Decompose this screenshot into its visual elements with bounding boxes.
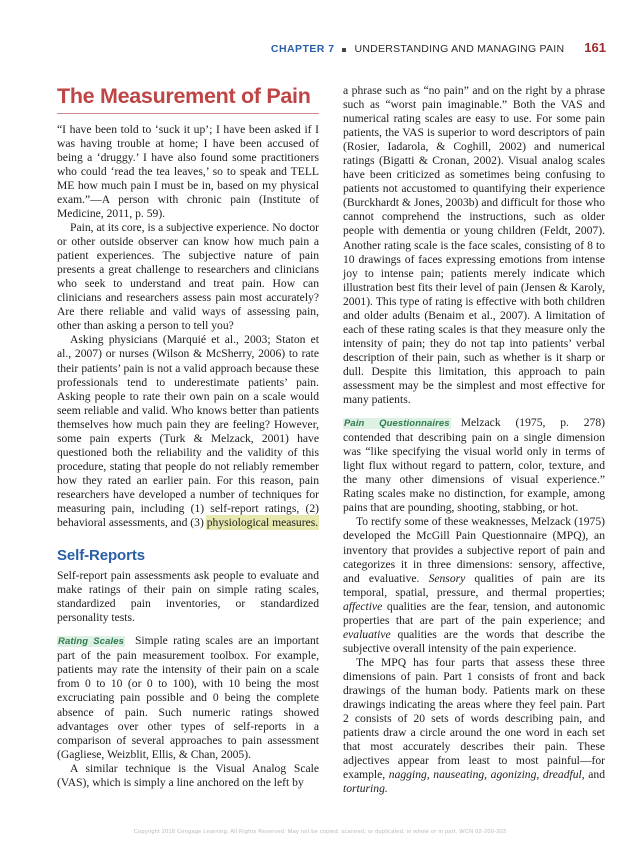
paragraph-rating-scales <box>57 634 319 761</box>
emphasis-sensory: Sensory <box>428 571 466 585</box>
paragraph-text: Melzack (1975, p. 278) contended that describing pain on a single dimension was “like specifying the visual world only in terms of light flux without regard to pattern, color, texture, and the many other dimensions of visual experience.” Rating scales make no distinction, for example, among pains that are pounding, shooting, stabbing, or hot. <box>343 416 606 515</box>
right-column <box>343 84 605 796</box>
square-bullet-icon <box>342 48 346 52</box>
highlighted-term: physiological measures. <box>206 516 319 530</box>
chapter-label: CHAPTER 7 <box>270 43 335 55</box>
paragraph-text: To rectify some of these weaknesses, Melzack (1975) developed the McGill Pain Questionnaire (MPQ), an inventory that provides a subjective report of pain and categorizes it in three dimensions: sensory, affective, and evaluative. <box>343 515 605 585</box>
emphasis-affective: affective <box>343 599 383 613</box>
paragraph-mpq-parts <box>343 656 605 796</box>
paragraph-text: Simple rating scales are an important part of the pain measurement toolbox. For example, patients may rate the intensity of their pain on a scale from 0 to 10 (or 0 to 100), with 10 being the most excruciating pain possible and 0 being the complete absence of pain. Such numeric ratings showed advantages over other types of self-reports in a comparison of several approaches to pain assessment (Gagliese, Weizblit, Ellis, & Chan, 2005). <box>57 634 319 761</box>
paragraph-subjective-experience: Pain, at its core, is a subjective experience. No doctor or other outside observer can know how much pain a patient experiences. The subjective nature of pain presents a great challenge to researchers and clinicians who seek to understand and treat pain. How can clinicians and researchers assess pain most accurately? Are there reliable and valid ways of assessing pain, other than asking a person to tell you? <box>57 221 319 333</box>
paragraph-text: Asking physicians (Marquié et al., 2003; Staton et al., 2007) or nurses (Wilson & McSherry, 2006) to rate their patients’ pain is not a valid approach because these professionals tend to underestimate patients’ pain. Asking people to rate their own pain on a scale would seem reliable and valid. Who knows better than patients themselves how much pain they are feeling? However, some pain experts (Turk & Melzack, 2001) have questioned both the reliability and the validity of this procedure, stating that people do not reliably remember how they rated an earlier pain. For this reason, pain researchers have developed a number of techniques for measuring pain, including (1) self-report ratings, (2) behavioral assessments, and (3) <box>57 333 319 530</box>
paragraph-text: The MPQ has four parts that assess these three dimensions of pain. Part 1 consists of front and back drawings of the human body. Patients mark on these drawings indicating the areas where they feel pain. Part 2 consists of 20 sets of words describing pain, and patients draw a circle around the one word in each set that most accurately describes their pain. These adjectives appear from least to most painful—for example, <box>343 655 605 782</box>
heading-self-reports: Self-Reports <box>57 547 145 565</box>
emphasis-evaluative: evaluative <box>343 627 391 641</box>
paragraph-pain-questionnaires <box>343 416 605 515</box>
runin-heading-pain-questionnaires: Pain Questionnaires <box>344 418 450 430</box>
paragraph-vas-continued: a phrase such as “no pain” and on the right by a phrase such as “worst pain imaginable.” Both the VAS and numerical rating scales are easy to use. For some pain patients, the VAS is superior to word descriptors of pain (Rosier, Iadarola, & Coghill, 2002) and numerical ratings (Bigatti & Cronan, 2002). Visual analog scales have been criticized as sometimes being confusing to patients not accustomed to quantifying their experience (Burckhardt & Jones, 2003b) and difficult for those who cannot comprehend the instructions, such as older people with dementia or young children (Feldt, 2007). Another rating scale is the face scales, consisting of 8 to 10 drawings of faces expressing emotions from intense joy to intense pain; patients merely indicate which illustration best fits their level of pain (Jensen & Karoly, 2001). This type of rating is effective with both children and older adults (Benaim et al., 2007). A limitation of each of these rating scales is that they measure only the intensity of pain; they do not tap into patients’ verbal description of their pain, such as whether is it sharp or dull. Despite this limitation, this approach to pain assessment may be the simplest and most effective for many patients. <box>343 84 605 407</box>
paragraph-text: qualities are the words that describe the subjective overall intensity of the pain experience. <box>343 627 605 655</box>
runin-heading-rating-scales: Rating Scales <box>58 636 124 648</box>
section-title: The Measurement of Pain <box>57 84 311 108</box>
page-number: 161 <box>584 40 606 55</box>
left-column <box>57 84 319 796</box>
emphasis-torturing: torturing. <box>343 782 388 796</box>
running-head-title: UNDERSTANDING AND MANAGING PAIN <box>354 43 565 55</box>
emphasis-adjective-list: nagging, nauseating, agonizing, dreadful, <box>388 768 585 782</box>
running-head <box>271 40 606 55</box>
paragraph-visual-analog-scale: A similar technique is the Visual Analog Scale (VAS), which is simply a line anchored on the left by <box>57 761 319 789</box>
two-column-body <box>57 84 606 796</box>
epigraph-paragraph: “I have been told to ‘suck it up’; I have been asked if I was having trouble at home; I have been accused of being a ‘druggy.’ I have also found some practitioners who could ‘read the tea leaves,’ so to speak and TELL ME how much pain I must be in, based on my physical exam.”—A person with chronic pain (Institute of Medicine, 2011, p. 59). <box>57 122 319 220</box>
paragraph-assessment-techniques <box>57 333 319 530</box>
section-title-rule <box>57 113 319 114</box>
paragraph-self-report-intro: Self-report pain assessments ask people to evaluate and make ratings of their pain on simple rating scales, standardized pain inventories, or standardized personality tests. <box>57 569 319 625</box>
paragraph-text: qualities are the fear, tension, and autonomic properties that are part of the pain experience; and <box>343 599 605 627</box>
paragraph-mpq-dimensions <box>343 515 605 655</box>
paragraph-text: qualities of pain are its temporal, spatial, pressure, and thermal properties; <box>343 571 605 599</box>
copyright-footer: Copyright 2018 Cengage Learning. All Rights Reserved. May not be copied, scanned, or duplicated, in whole or in part. WCN 02-200-203 <box>133 829 507 835</box>
paragraph-text: and <box>584 768 605 782</box>
